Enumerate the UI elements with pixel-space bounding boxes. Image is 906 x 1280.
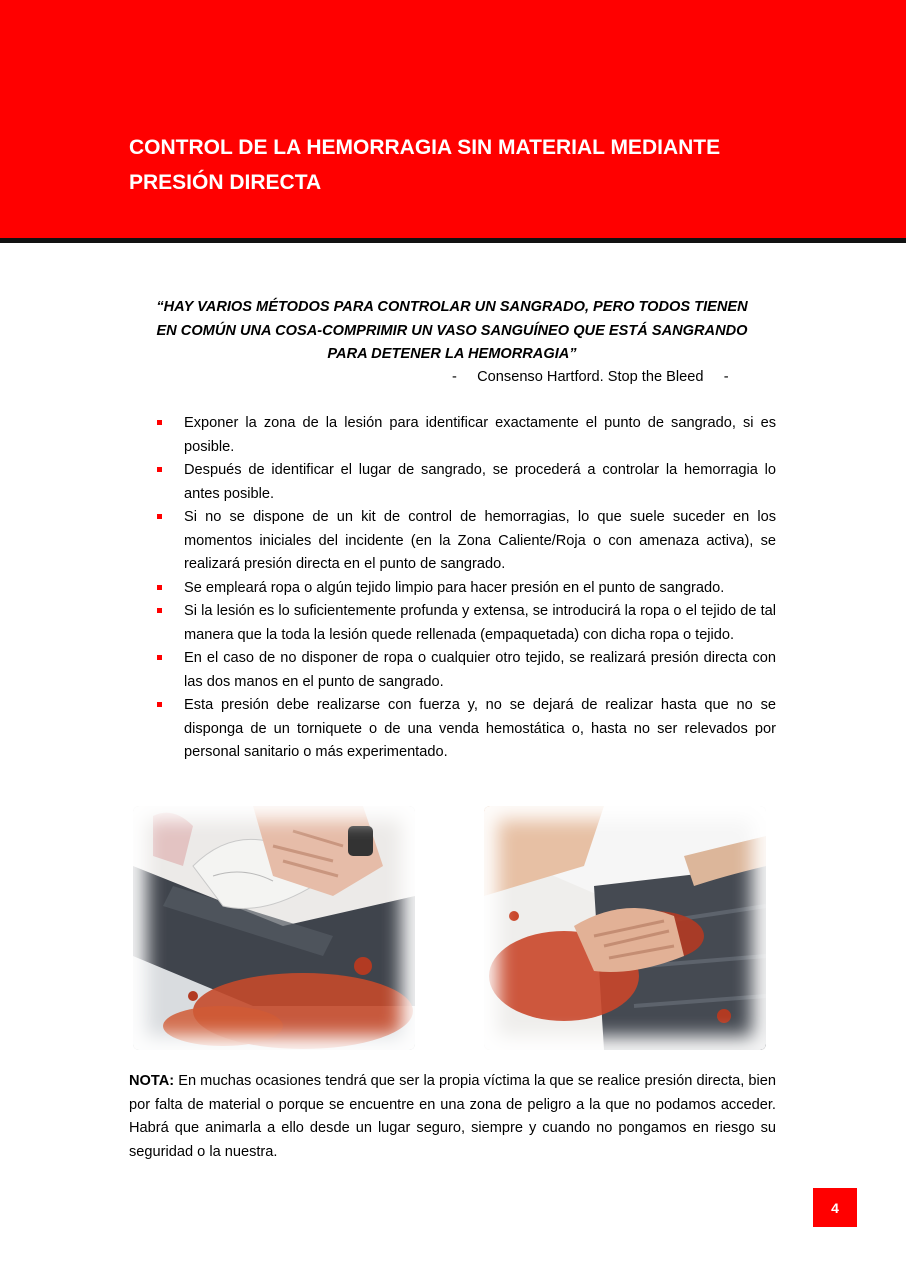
list-item (156, 647, 776, 694)
list-item (156, 506, 776, 577)
page-title (129, 130, 809, 200)
quote-text: “HAY VARIOS MÉTODOS PARA CONTROLAR UN SANGRADO, PERO TODOS TIENEN EN COMÚN UNA COSA-COMPRIMIR UN VASO SANGUÍNEO QUE ESTÁ SANGRANDO PARA DETENER LA HEMORRAGIA” (156, 299, 748, 362)
list-item (156, 459, 776, 506)
list-item (156, 600, 776, 647)
title-line-1: CONTROL DE LA HEMORRAGIA SIN MATERIAL MEDIANTE (129, 136, 721, 159)
list-item (156, 694, 776, 765)
page-number: 4 (813, 1188, 857, 1227)
photo-direct-pressure-hands (484, 806, 766, 1050)
bullet-square-icon (157, 608, 162, 613)
bullet-square-icon (157, 514, 162, 519)
list-item-text: Si la lesión es lo suficientemente profunda y extensa, se introducirá la ropa o el tejido de tal manera que la toda la lesión quede rellenada (empaquetada) con dicha ropa o tejido. (184, 603, 776, 643)
list-item-text: Exponer la zona de la lesión para identificar exactamente el punto de sangrado, si es posible. (184, 415, 776, 455)
list-item-text: En el caso de no disponer de ropa o cualquier otro tejido, se realizará presión directa con las dos manos en el punto de sangrado. (184, 650, 776, 690)
photo-vignette (484, 806, 766, 1050)
quote-attribution: - Consenso Hartford. Stop the Bleed - (452, 369, 729, 385)
bullet-square-icon (157, 467, 162, 472)
list-item (156, 577, 776, 601)
photo-direct-pressure-cloth (133, 806, 415, 1050)
list-item-text: Si no se dispone de un kit de control de hemorragias, lo que suele suceder en los momentos iniciales del incidente (en la Zona Caliente/Roja o con amenaza activa), se realizará presión directa en el punto de sangrado. (184, 509, 776, 572)
header-band (0, 0, 906, 240)
list-item-text: Esta presión debe realizarse con fuerza y, no se dejará de realizar hasta que no se disponga de un torniquete o de una venda hemostática o, hasta no ser relevados por personal sanitario o más experimentado. (184, 697, 776, 760)
note-text: En muchas ocasiones tendrá que ser la propia víctima la que se realice presión directa, bien por falta de material o porque se encuentre en una zona de peligro a la que no podamos acceder. Habrá que animarla a ello desde un lugar seguro, siempre y cuando no pongamos en riesgo su seguridad o la nuestra. (129, 1073, 776, 1160)
list-item (156, 412, 776, 459)
note-paragraph (129, 1070, 776, 1164)
note-label: NOTA: (129, 1073, 175, 1089)
photo-vignette (133, 806, 415, 1050)
bullet-square-icon (157, 702, 162, 707)
list-item-text: Después de identificar el lugar de sangrado, se procederá a controlar la hemorragia lo antes posible. (184, 462, 776, 502)
title-line-2: PRESIÓN DIRECTA (129, 171, 322, 194)
bullet-square-icon (157, 585, 162, 590)
bullet-square-icon (157, 420, 162, 425)
bullet-square-icon (157, 655, 162, 660)
list-item-text: Se empleará ropa o algún tejido limpio para hacer presión en el punto de sangrado. (184, 579, 725, 596)
header-divider (0, 238, 906, 243)
bullet-list (156, 412, 776, 765)
